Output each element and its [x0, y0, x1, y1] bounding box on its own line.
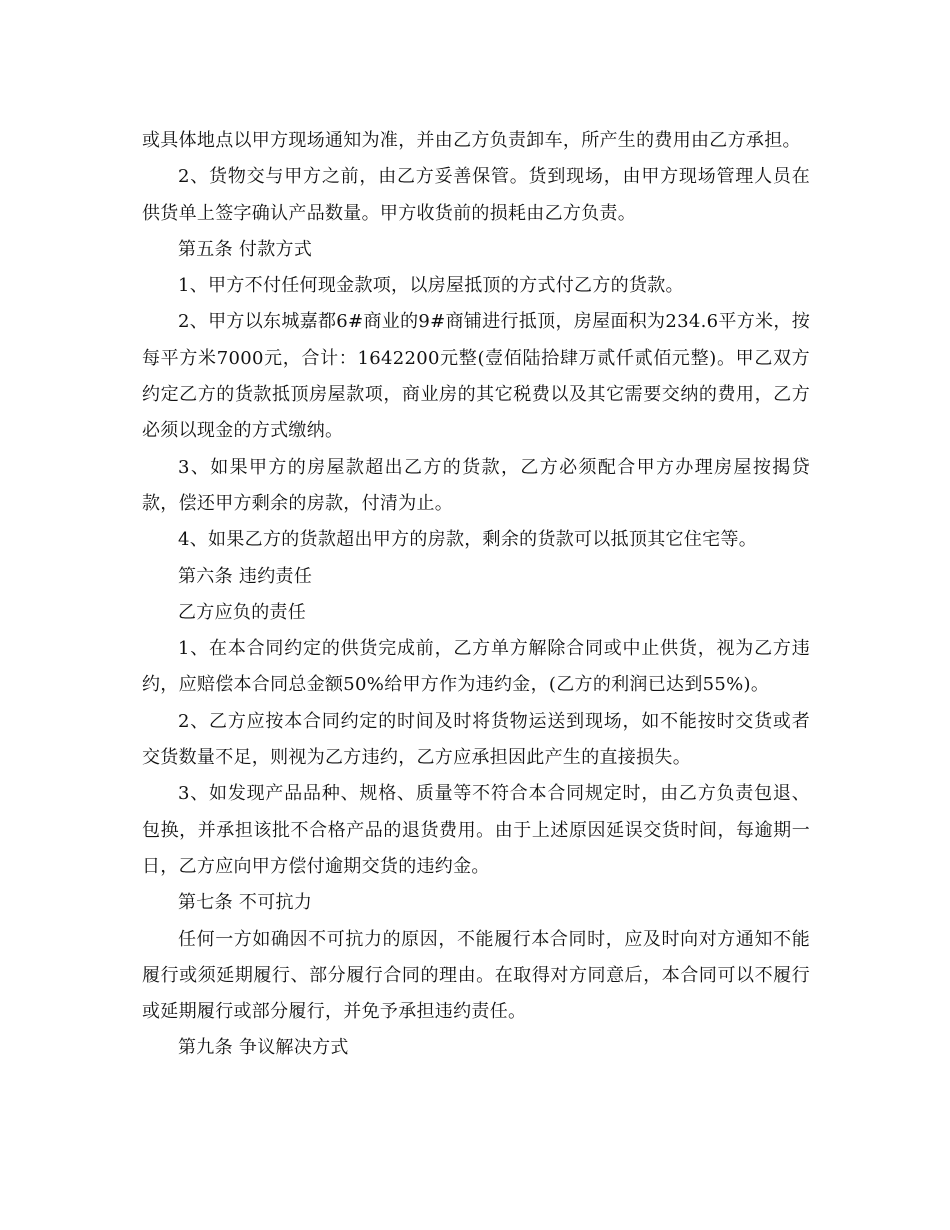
heading-article-5: 第五条 付款方式 — [178, 238, 313, 260]
paragraph-payment-4: 4、如果乙方的货款超出甲方的房款，剩余的货款可以抵顶其它住宅等。 — [178, 529, 758, 551]
heading-article-7: 第七条 不可抗力 — [178, 892, 313, 914]
paragraph-liability-2: 2、乙方应按本合同约定的时间及时将货物运送到现场，如不能按时交货或者交货数量不足，则视为乙方违约，乙方应承担因此产生的直接损失。 — [142, 710, 810, 769]
paragraph-payment-1: 1、甲方不付任何现金款项，以房屋抵顶的方式付乙方的货款。 — [178, 275, 684, 297]
subheading-party-b-liability: 乙方应负的责任 — [178, 601, 307, 623]
paragraph-force-majeure: 任何一方如确因不可抗力的原因，不能履行本合同时，应及时向对方通知不能履行或须延期履行、部分履行合同的理由。在取得对方同意后，本合同可以不履行或延期履行或部分履行，并免予承担违约责任。 — [142, 928, 810, 1023]
paragraph-payment-3: 3、如果甲方的房屋款超出乙方的货款，乙方必须配合甲方办理房屋按揭贷款，偿还甲方剩余的房款，付清为止。 — [142, 456, 810, 514]
paragraph-delivery-location: 或具体地点以甲方现场通知为准，并由乙方负责卸车，所产生的费用由乙方承担。 — [142, 130, 801, 151]
heading-article-6: 第六条 违约责任 — [178, 565, 313, 587]
paragraph-payment-2: 2、甲方以东城嘉都6#商业的9#商铺进行抵顶，房屋面积为234.6平方米，按每平方米7000元，合计：1642200元整(壹佰陆拾肆万贰仟贰佰元整)。甲乙双方约定乙方的货款抵顶房屋款项，商业房的其它税费以及其它需要交纳的费用，乙方必须以现金的方式缴纳。 — [142, 311, 810, 442]
paragraph-liability-3: 3、如发现产品品种、规格、质量等不符合本合同规定时，由乙方负责包退、包换，并承担该批不合格产品的退货费用。由于上述原因延误交货时间，每逾期一日，乙方应向甲方偿付逾期交货的违约金。 — [142, 783, 810, 877]
document-body — [142, 123, 810, 1067]
heading-article-9: 第九条 争议解决方式 — [178, 1037, 349, 1059]
paragraph-liability-1: 1、在本合同约定的供货完成前，乙方单方解除合同或中止供货，视为乙方违约，应赔偿本合同总金额50%给甲方作为违约金，(乙方的利润已达到55%)。 — [142, 638, 810, 696]
paragraph-storage-before-delivery: 2、货物交与甲方之前，由乙方妥善保管。货到现场，由甲方现场管理人员在供货单上签字确认产品数量。甲方收货前的损耗由乙方负责。 — [142, 166, 810, 224]
